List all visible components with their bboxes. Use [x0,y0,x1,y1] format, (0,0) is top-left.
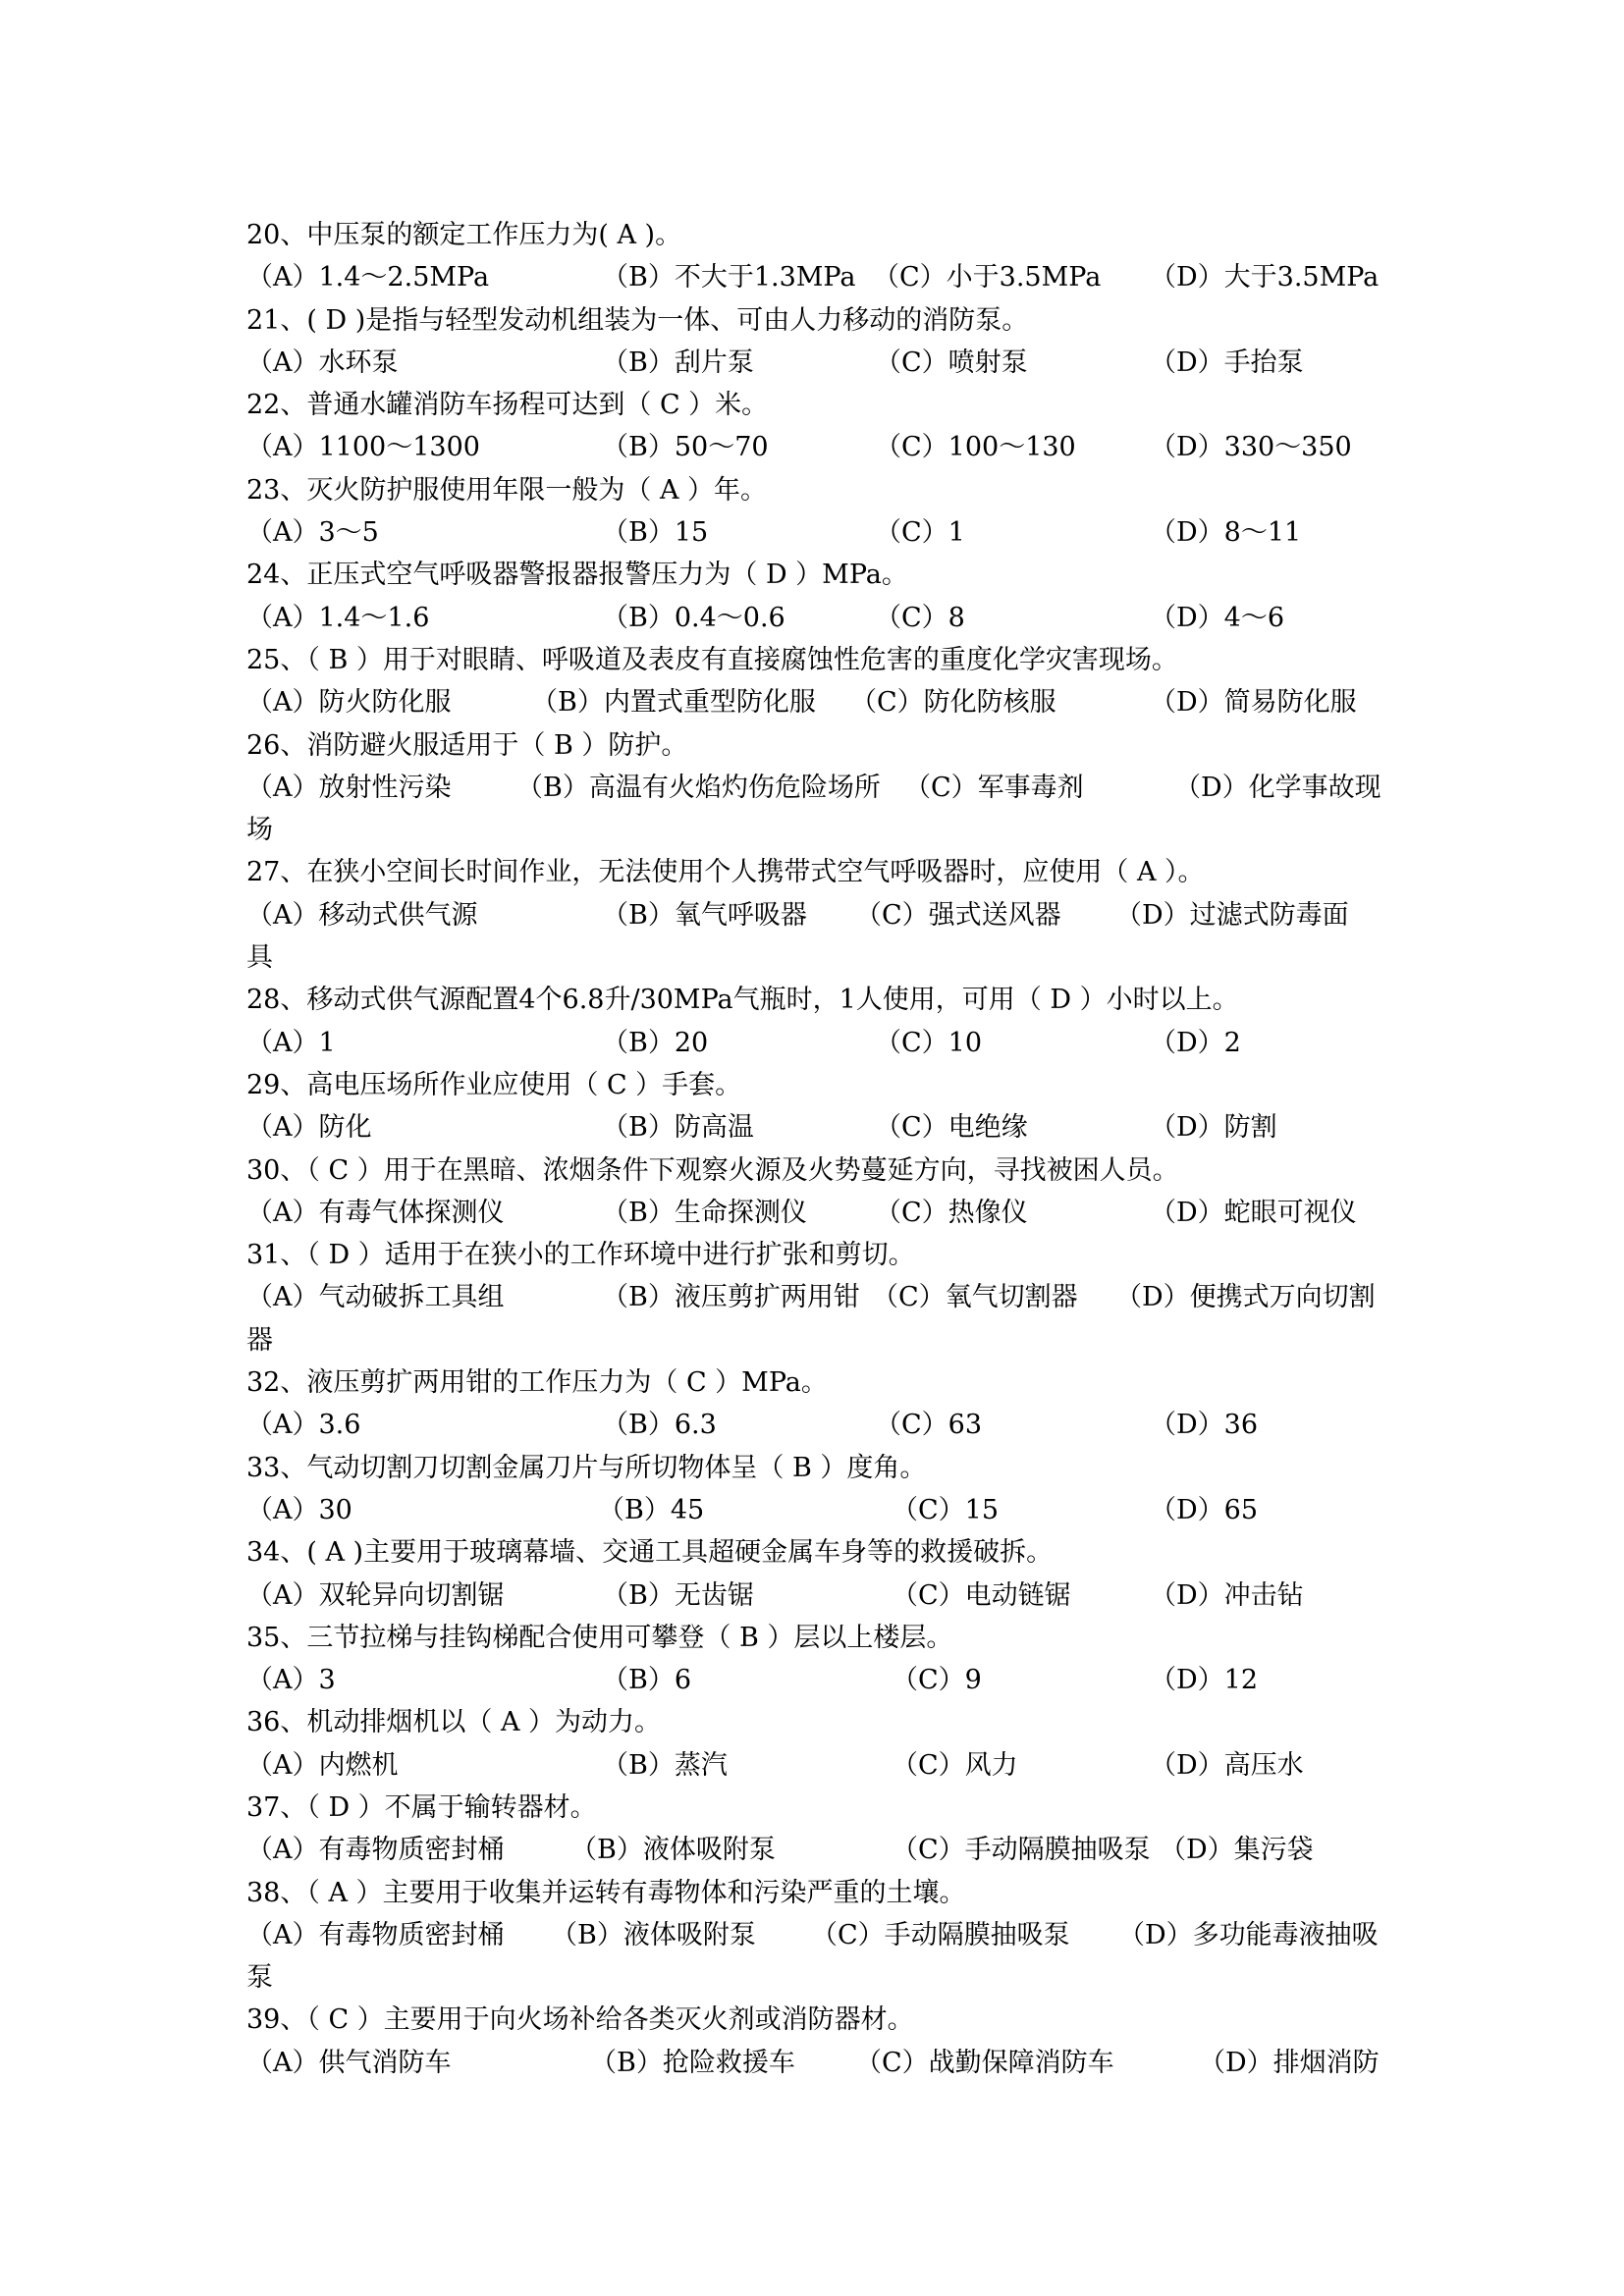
question-stem: 23、灭火防护服使用年限一般为（ A ）年。 [246,474,768,506]
options-row [246,1106,1385,1148]
option-c: （C）防化防核服 [850,687,1056,719]
option-b: （B）氧气呼吸器 [602,899,807,931]
option-c: （C）战勤保障消防车 [855,2047,1114,2078]
option-b: （B）刮片泵 [602,347,754,378]
options-row [246,681,1385,723]
option-b: （B）无齿锯 [602,1579,754,1611]
option-c: （C）电动链锯 [892,1579,1071,1611]
option-a: （A）有毒气体探测仪 [246,1197,505,1228]
question-23 [246,469,1385,555]
option-b: （B）蒸汽 [602,1749,728,1781]
question-stem: 26、消防避火服适用于（ B ）防护。 [246,729,688,761]
question-31 [246,1234,1385,1362]
option-a: （A）1 [246,1027,336,1058]
option-b: （B）内置式重型防化服 [531,687,816,719]
option-b: （B）6.3 [602,1410,717,1441]
option-d: （D）手抬泵 [1150,347,1304,378]
option-b: （B）45 [598,1494,705,1525]
option-b: （B）生命探测仪 [602,1197,807,1228]
option-d: （D）12 [1150,1665,1259,1696]
question-stem: 38、（ A ）主要用于收集并运转有毒物体和污染严重的土壤。 [246,1877,966,1908]
question-29 [246,1064,1385,1149]
option-c: （C）风力 [892,1749,1018,1781]
option-a: （A）内燃机 [246,1749,399,1781]
question-21 [246,299,1385,385]
option-c: （C）手动隔膜抽吸泵 [892,1835,1151,1866]
option-d: （D）防割 [1150,1112,1277,1144]
question-stem: 24、正压式空气呼吸器警报器报警压力为（ D ）MPa。 [246,560,908,591]
question-30 [246,1149,1385,1235]
question-stem: 27、在狭小空间长时间作业，无法使用个人携带式空气呼吸器时，应使用（ A ）。 [246,857,1205,888]
option-a: （A）1.4～2.5MPa [246,262,490,294]
question-24 [246,554,1385,639]
options-row [246,1404,1385,1446]
question-stem: 22、普通水罐消防车扬程可达到（ C ）米。 [246,390,769,421]
options-row [246,1659,1385,1701]
option-b: （B）不大于1.3MPa [602,262,856,294]
option-d: （D）冲击钻 [1150,1579,1304,1611]
options-row [246,1829,1385,1871]
option-a: （A）供气消防车 [246,2047,452,2078]
question-stem: 21、( D )是指与轻型发动机组装为一体、可由人力移动的消防泵。 [246,304,1029,336]
options-row [246,1744,1385,1787]
option-d: （D）简易防化服 [1150,687,1357,719]
option-c: （C）热像仪 [875,1197,1028,1228]
option-a: （A）1.4～1.6 [246,602,430,633]
options-row [246,1192,1385,1234]
question-27 [246,851,1385,979]
question-stem: 31、（ D ）适用于在狭小的工作环境中进行扩张和剪切。 [246,1240,915,1271]
option-d: （D）2 [1150,1027,1241,1058]
option-c: （C）100～130 [875,432,1076,463]
options-row [246,1022,1385,1064]
options-row [246,597,1385,639]
question-list [246,214,1385,2084]
question-37 [246,1787,1385,1872]
option-a: （A）移动式供气源 [246,899,478,931]
question-stem: 37、（ D ）不属于输转器材。 [246,1791,597,1823]
option-c: （C）强式送风器 [855,899,1061,931]
option-wrap-tail: 泵 [246,1962,273,1994]
option-c: （C）手动隔膜抽吸泵 [811,1919,1070,1950]
question-39 [246,1999,1385,2084]
option-c: （C）10 [875,1027,983,1058]
option-a: （A）30 [246,1494,352,1525]
option-b: （B）0.4～0.6 [602,602,785,633]
option-a: （A）有毒物质密封桶 [246,1919,505,1950]
question-stem: 36、机动排烟机以（ A ）为动力。 [246,1707,662,1738]
question-stem: 20、中压泵的额定工作压力为( A )。 [246,220,682,250]
option-d: （D）330～350 [1150,432,1352,463]
option-c: （C）9 [892,1665,982,1696]
options-row [246,1914,1385,1956]
option-b: （B）20 [602,1027,709,1058]
question-stem: 25、（ B ）用于对眼睛、呼吸道及表皮有直接腐蚀性危害的重度化学灾害现场。 [246,644,1178,675]
option-a: （A）3～5 [246,517,379,549]
question-26 [246,724,1385,852]
option-a: （A）1100～1300 [246,432,480,463]
question-35 [246,1617,1385,1702]
question-stem: 30、（ C ）用于在黑暗、浓烟条件下观察火源及火势蔓延方向，寻找被困人员。 [246,1154,1179,1186]
options-row [246,511,1385,554]
option-d: （D）过滤式防毒面 [1115,899,1349,931]
question-stem: 29、高电压场所作业应使用（ C ）手套。 [246,1069,742,1100]
option-a: （A）防火防化服 [246,687,452,719]
options-row [246,1276,1385,1318]
options-row [246,1575,1385,1617]
option-d: （D）便携式万向切割 [1115,1282,1376,1313]
question-38 [246,1872,1385,2000]
option-d: （D）排烟消防 [1199,2047,1380,2078]
option-b: （B）液体吸附泵 [551,1919,756,1950]
option-d: （D）化学事故现 [1174,772,1381,803]
question-stem: 33、气动切割刀切割金属刀片与所切物体呈（ B ）度角。 [246,1452,927,1483]
option-c: （C）喷射泵 [875,347,1028,378]
option-c: （C）1 [875,517,965,549]
option-b: （B）液体吸附泵 [570,1835,776,1866]
option-d: （D）集污袋 [1160,1835,1314,1866]
question-25 [246,639,1385,724]
option-b: （B）防高温 [602,1112,754,1144]
question-stem: 39、（ C ）主要用于向火场补给各类灭火剂或消防器材。 [246,2004,914,2036]
question-stem: 32、液压剪扩两用钳的工作压力为（ C ）MPa。 [246,1367,828,1399]
option-b: （B）6 [602,1665,692,1696]
option-b: （B）50～70 [602,432,769,463]
option-a: （A）放射性污染 [246,772,452,803]
option-b: （B）高温有火焰灼伤危险场所 [516,772,881,803]
option-b: （B）液压剪扩两用钳 [602,1282,860,1313]
option-d: （D）蛇眼可视仪 [1150,1197,1357,1228]
question-36 [246,1701,1385,1787]
option-b: （B）抢险救援车 [590,2047,795,2078]
option-wrap-tail: 器 [246,1324,273,1356]
option-c: （C）电绝缘 [875,1112,1028,1144]
question-stem: 28、移动式供气源配置4个6.8升/30MPa气瓶时，1人使用，可用（ D ）小时以上。 [246,985,1239,1016]
options-row [246,342,1385,384]
option-a: （A）防化 [246,1112,372,1144]
option-wrap-tail: 场 [246,815,273,846]
option-a: （A）3 [246,1665,336,1696]
option-c: （C）氧气切割器 [872,1282,1078,1313]
option-c: （C）63 [875,1410,983,1441]
question-32 [246,1362,1385,1447]
options-row [246,1489,1385,1531]
question-22 [246,384,1385,469]
options-row [246,256,1385,298]
option-wrap-tail: 具 [246,942,273,974]
option-d: （D）多功能毒液抽吸 [1118,1919,1379,1950]
option-d: （D）65 [1150,1494,1259,1525]
question-34 [246,1531,1385,1617]
option-d: （D）36 [1150,1410,1259,1441]
option-d: （D）8～11 [1150,517,1302,549]
option-a: （A）气动破拆工具组 [246,1282,505,1313]
option-d: （D）大于3.5MPa [1150,262,1380,294]
option-b: （B）15 [602,517,709,549]
option-c: （C）军事毒剂 [904,772,1084,803]
option-a: （A）水环泵 [246,347,399,378]
question-stem: 35、三节拉梯与挂钩梯配合使用可攀登（ B ）层以上楼层。 [246,1622,953,1653]
options-row [246,894,1385,936]
option-d: （D）4～6 [1150,602,1285,633]
option-d: （D）高压水 [1150,1749,1304,1781]
options-row [246,426,1385,468]
question-20 [246,214,1385,299]
option-a: （A）有毒物质密封桶 [246,1835,505,1866]
question-stem: 34、( A )主要用于玻璃幕墙、交通工具超硬金属车身等的救援破拆。 [246,1537,1054,1569]
option-a: （A）双轮异向切割锯 [246,1579,505,1611]
question-33 [246,1447,1385,1532]
option-c: （C）小于3.5MPa [873,262,1102,294]
option-c: （C）8 [875,602,965,633]
option-c: （C）15 [892,1494,1000,1525]
options-row [246,767,1385,809]
option-a: （A）3.6 [246,1410,361,1441]
options-row [246,2042,1385,2084]
question-28 [246,979,1385,1064]
